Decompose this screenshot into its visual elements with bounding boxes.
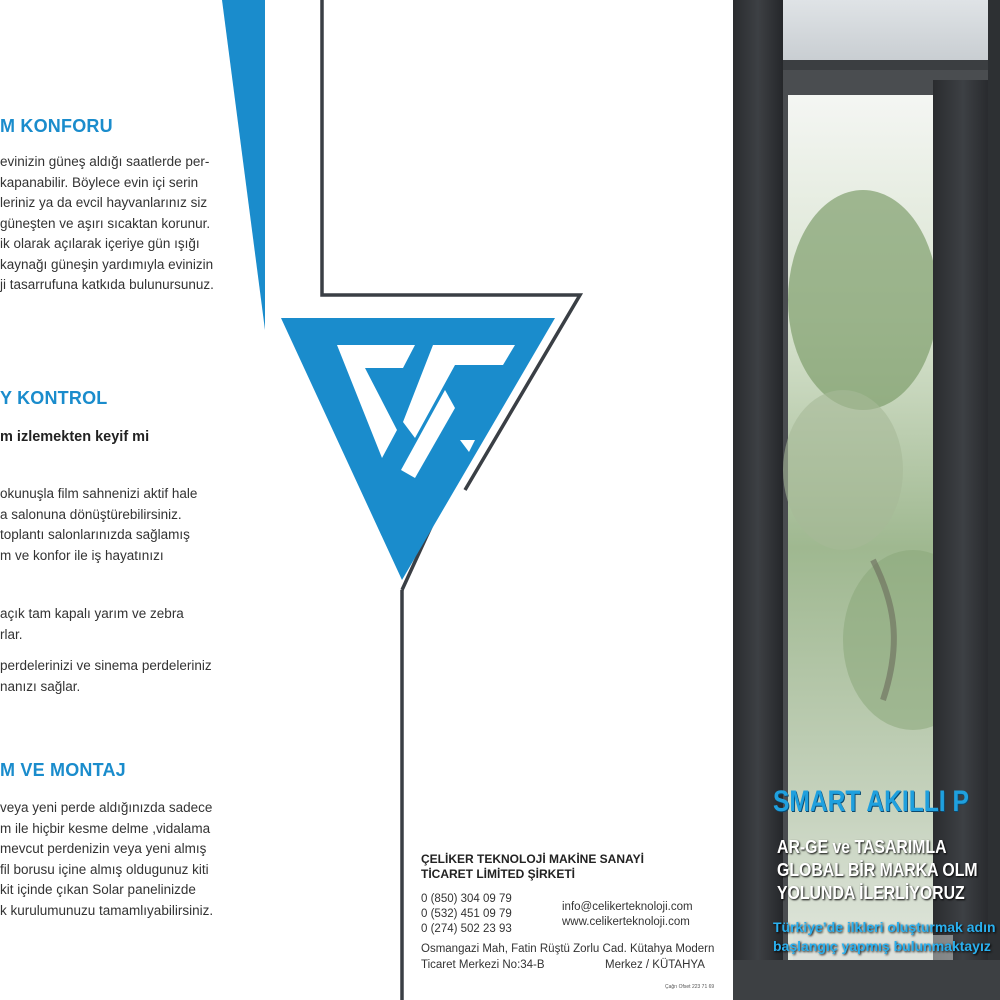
company-logo xyxy=(265,0,733,1000)
control-paragraph-2: açık tam kapalı yarım ve zebra rlar. xyxy=(0,606,184,642)
address-city: Merkez / KÜTAHYA xyxy=(605,959,705,971)
address-line-1: Osmangazi Mah, Fatin Rüştü Zorlu Cad. Kütahya Modern xyxy=(421,943,715,955)
smart-title: SMART AKILLI P xyxy=(773,785,969,818)
install-paragraph: veya yeni perde aldığınızda sadece m ile hiçbir kesme delme ,vidalama mevcut perdenizin veya yeni almış fil borusu içine almış oldugunuz kiti kit içinde çıkan Solar panelinizde k kurulumunuzu tamamlıyabilirsiniz. xyxy=(0,800,214,918)
comfort-paragraph: evinizin güneş aldığı saatlerde per- kapanabilir. Böylece evin içi serin leriniz ya da evcil hayvanlarınız siz güneşten ve aşırı sıcaktan korunur. ik olarak açılarak içeriye gün ışığı kaynağı güneşin yardımıyla evinizin ji tasarrufuna katkıda bulunursunuz. xyxy=(0,154,214,292)
left-panel xyxy=(0,0,265,1000)
print-credit: Çağrı Ofset 223 71 69 xyxy=(665,984,715,990)
phone-2[interactable]: 0 (532) 451 09 79 xyxy=(421,908,512,920)
control-paragraph-3: perdelerinizi ve sinema perdeleriniz nanızı sağlar. xyxy=(0,658,212,694)
tagline: Türkiye’de ilkleri oluşturmak adın başlangıç yapmış bulunmaktayız xyxy=(773,919,996,954)
phone-3[interactable]: 0 (274) 502 23 93 xyxy=(421,923,512,935)
section-heading-comfort: M KONFORU xyxy=(0,116,113,136)
section-heading-install: M VE MONTAJ xyxy=(0,760,126,780)
right-panel-photo xyxy=(733,0,1000,1000)
control-paragraph: okunuşla film sahnenizi aktif hale a salonuna dönüştürebilirsiniz. toplantı salonlarınızda sağlamış m ve konfor ile iş hayatınızı xyxy=(0,486,198,563)
section-heading-control: Y KONTROL xyxy=(0,388,108,408)
website-link[interactable]: www.celikerteknoloji.com xyxy=(562,916,690,928)
phone-1[interactable]: 0 (850) 304 09 79 xyxy=(421,893,512,905)
address-line-2: Ticaret Merkezi No:34-B xyxy=(421,959,545,971)
company-name: ÇELİKER TEKNOLOJİ MAKİNE SANAYİ TİCARET LİMİTED ŞİRKETİ xyxy=(421,852,644,881)
control-question: m izlemekten keyif mi xyxy=(0,429,150,445)
rnd-subtitle: AR-GE ve TASARIMLA GLOBAL BİR MARKA OLM YOLUNDA İLERLİYORUZ xyxy=(777,837,978,903)
email-link[interactable]: info@celikerteknoloji.com xyxy=(562,901,693,913)
middle-panel xyxy=(265,0,733,1000)
